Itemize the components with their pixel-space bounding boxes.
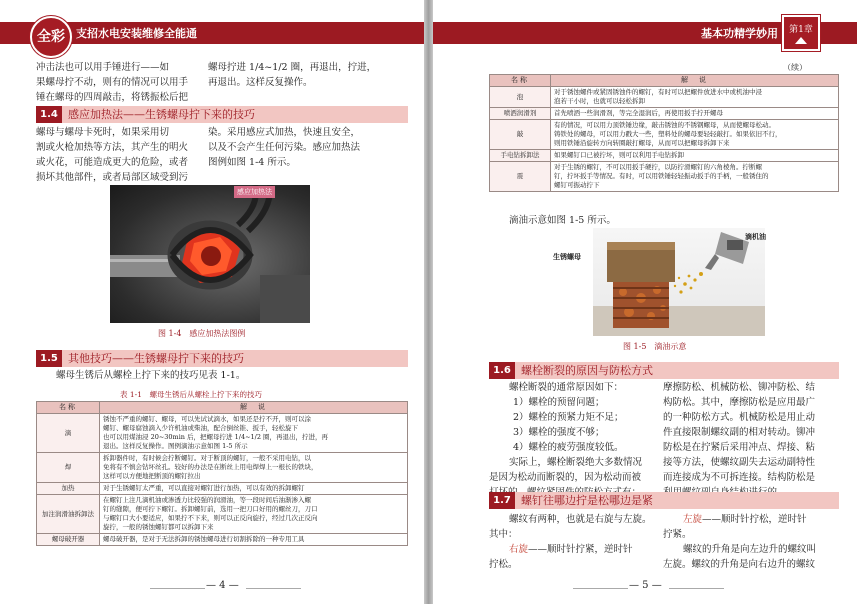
sec17-text-1: 螺纹有两种，也就是右旋与左旋。 bbox=[509, 514, 652, 525]
right-hand-thread-line bbox=[509, 542, 633, 557]
sec16-col2-line5: 防松是在拧紧后采用冲点、焊接、粘 bbox=[663, 442, 816, 453]
sec16-col2-line4: 件直接限制螺纹副的相对转动。铆冲 bbox=[663, 427, 816, 438]
page-number: — 4 — bbox=[206, 580, 239, 591]
row-desc bbox=[100, 453, 408, 483]
row-name: 震 bbox=[490, 162, 551, 192]
table-header-row bbox=[490, 75, 839, 87]
continued-label: （续） bbox=[783, 63, 807, 72]
footer-rule-left bbox=[573, 588, 628, 589]
table-header-row bbox=[37, 402, 408, 414]
induction-heating-label: 感应加热法 bbox=[234, 186, 275, 198]
table-row bbox=[490, 162, 839, 192]
left-hand-desc: ——顺时针拧松，逆时针 bbox=[702, 514, 807, 525]
row-desc bbox=[551, 108, 839, 120]
sec16-col2-line3: 的一种防松方式。机械防松是用止动 bbox=[663, 412, 816, 423]
chapter-badge bbox=[782, 15, 820, 51]
intro-col1-line2: 果螺母拧不动，则有的情况可以用手 bbox=[36, 77, 189, 88]
row-desc-line: 与螺钉口大小要适应，如果拧不下来，则可以正反向旋拧，经过几次正反向 bbox=[103, 514, 318, 522]
row-desc-line: 钉，拧坏扳手等情况。有时，可以用铁锤轻轻振动扳手的手柄，一般锈住的 bbox=[554, 172, 769, 180]
section-title: 螺栓断裂的原因与防松方式 bbox=[521, 364, 653, 377]
row-desc-line: 钉的缝隙，便可拧下螺钉。拆卸螺钉前，选用一把刀口好用的螺丝刀，刀口 bbox=[103, 505, 318, 513]
row-name: 加热 bbox=[37, 483, 100, 495]
row-desc bbox=[100, 483, 408, 495]
row-desc bbox=[100, 534, 408, 546]
sec17-col2-line3: 螺纹的升角是向左边升的螺纹叫 bbox=[683, 544, 817, 555]
sec16-col2-line7: 而连接成为不可拆连接。结构防松是 bbox=[663, 472, 816, 483]
row-desc bbox=[551, 120, 839, 150]
row-desc-line: 对于生锈的螺钉，不可以用扳手硬拧，以防拧滑螺钉的六角棱角。拧断螺 bbox=[554, 163, 762, 171]
table-row bbox=[490, 87, 839, 108]
sec16-col2-line1: 摩擦防松、机械防松、铆冲防松、结 bbox=[663, 382, 816, 393]
left-page bbox=[0, 0, 424, 604]
table-1-1 bbox=[36, 401, 408, 546]
intro-col2-line1: 螺母拧进 1/4~1/2 圈，再退出，拧进， bbox=[208, 62, 377, 73]
row-name: 手电钻拆卸法 bbox=[490, 150, 551, 162]
sec17-text-2: 其中： bbox=[489, 529, 518, 540]
row-desc-line: 拆卸器件时，有时候会拧断螺钉。对于断顶的螺钉，一般不采用电钻，以 bbox=[103, 454, 311, 462]
figure-1-5-caption: 图 1-5 滴油示意 bbox=[623, 342, 687, 351]
right-page bbox=[433, 0, 857, 604]
footer-rule-left bbox=[150, 588, 205, 589]
row-desc bbox=[551, 150, 839, 162]
row-desc-line: 对于生锈螺钉太严重，可以直接对螺钉进行加热，可以有效的拆卸螺钉 bbox=[103, 484, 305, 492]
intro-col2-line2: 再退出。这样反复操作。 bbox=[208, 77, 313, 88]
triangle-icon bbox=[795, 37, 807, 44]
row-desc-line: 首先喷洒一些润滑剂，等完全湿润后，再使用扳手拧开螺母 bbox=[554, 109, 723, 117]
sec16-col1-line1: 螺栓断裂的通常原因如下： bbox=[509, 382, 624, 393]
section-1-7-heading bbox=[489, 492, 839, 509]
sec16-col1-line5: 4）螺栓的疲劳强度较低。 bbox=[513, 442, 624, 453]
row-desc bbox=[100, 414, 408, 453]
row-desc-line: 螺钉、螺母腐蚀滴入少许机油或柴油，配合倒丝锥、扳手，轻松旋下 bbox=[103, 424, 298, 432]
row-name: 喷洒润滑剂 bbox=[490, 108, 551, 120]
part-title: 基本功精学妙用 bbox=[701, 27, 778, 40]
col-header-name: 名称 bbox=[490, 75, 551, 87]
section-number: 1.6 bbox=[489, 362, 515, 379]
row-desc-line: 如果螺钉口已被拧坏，则可以利用手电钻拆卸 bbox=[554, 151, 684, 159]
oil-drip-photo bbox=[593, 228, 765, 336]
row-desc bbox=[551, 87, 839, 108]
row-name: 滴 bbox=[37, 414, 100, 453]
sec16-col2-line6: 接等方法，使螺纹副失去运动副特性 bbox=[663, 457, 816, 468]
row-desc-line: 则用铁锤沿旋转方向转圈敲打螺母，从而可以把螺母拆卸下来 bbox=[554, 139, 730, 147]
col-header-desc: 解 说 bbox=[551, 75, 839, 87]
section-number: 1.7 bbox=[489, 492, 515, 509]
intro-col1-line1: 冲击法也可以用手锤进行——如 bbox=[36, 62, 170, 73]
sec14-col2-line1: 染。采用感应式加热，快速且安全， bbox=[208, 127, 361, 138]
section-title: 感应加热法——生锈螺母拧下来的技巧 bbox=[68, 108, 255, 121]
row-desc-line: 螺钉可振动拧下 bbox=[554, 181, 600, 189]
sec16-col1-line4: 3）螺栓的强度不够； bbox=[513, 427, 605, 438]
row-name: 焊 bbox=[37, 453, 100, 483]
row-desc-line: 退出。这样反复操作。图例滴油示意如图 1-5 所示 bbox=[103, 442, 248, 450]
footer-rule-right bbox=[246, 588, 301, 589]
right-hand-desc-2: 拧松。 bbox=[489, 559, 518, 570]
row-desc-line: 螺母破开器，是对于无法拆卸的锈蚀螺母进行切割拆除的一种专用工具 bbox=[103, 535, 305, 543]
col-header-name: 名称 bbox=[37, 402, 100, 414]
section-1-6-heading bbox=[489, 362, 839, 379]
row-desc-line: 对于锈蚀螺件或紧固锈蚀件的螺钉，有时可以把螺件放进水中或机油中浸 bbox=[554, 88, 762, 96]
sec14-col1-line3: 或火花，可能造成更大的危险，或者 bbox=[36, 157, 189, 168]
section-1-5-heading bbox=[36, 350, 408, 367]
sec16-col2-line2: 构防松。其中，摩擦防松是应用最广 bbox=[663, 397, 816, 408]
row-name: 泡 bbox=[490, 87, 551, 108]
row-name: 敲 bbox=[490, 120, 551, 150]
row-desc-line: 也可以用煤油浸 20~30min 后，把螺母拧进 1/4~1/2 圈，再退出，拧进，再 bbox=[103, 433, 329, 441]
table-1-1-continued bbox=[489, 74, 839, 192]
row-desc bbox=[100, 495, 408, 534]
sec17-col2-line4: 左旋。螺纹的升角是向右边升的螺纹 bbox=[663, 559, 816, 570]
row-desc-line: 铸铁处的螺母，可以用力戳大一些，塑料处的螺母要轻轻敲打。如果依旧不行， bbox=[554, 130, 782, 138]
table-row bbox=[490, 120, 839, 150]
table-1-1-caption: 表 1-1 螺母生锈后从螺栓上拧下来的技巧 bbox=[120, 390, 262, 399]
table-row bbox=[490, 150, 839, 162]
drip-intro-text: 滴油示意如图 1-5 所示。 bbox=[509, 215, 616, 226]
left-hand-term: 左旋 bbox=[683, 514, 703, 525]
sec14-col1-line4: 损坏其他部件，或者局部区域受到污 bbox=[36, 172, 189, 183]
sec16-col1-line6: 实际上，螺栓断裂绝大多数情况 bbox=[509, 457, 643, 468]
book-title: 支招水电安装维修全能通 bbox=[76, 27, 197, 40]
book-gutter bbox=[424, 0, 433, 604]
sec16-col1-line3: 2）螺栓的预紧力矩不足； bbox=[513, 412, 624, 423]
row-desc-line: 免将有不慎会钻坏丝孔。较好的办法是在断丝上用电焊焊上一根长的铁块， bbox=[103, 463, 318, 471]
row-desc-line: 这样可以方便地把断顶的螺钉拉出 bbox=[103, 472, 201, 480]
section-title: 其他技巧——生锈螺母拧下来的技巧 bbox=[68, 352, 244, 365]
sec14-col1-line2: 割或火枪加热等方法，其产生的明火 bbox=[36, 142, 189, 153]
intro-col1-line3: 锤在螺母的四周敲击，将锈振松后把 bbox=[36, 92, 189, 103]
sec14-col2-line2: 以及不会产生任何污染。感应加热法 bbox=[208, 142, 361, 153]
section-1-4-heading bbox=[36, 106, 408, 123]
footer-rule-right bbox=[669, 588, 724, 589]
section-number: 1.4 bbox=[36, 106, 62, 123]
left-hand-desc-2: 拧紧。 bbox=[663, 529, 692, 540]
row-desc bbox=[551, 162, 839, 192]
section-number: 1.5 bbox=[36, 350, 62, 367]
right-hand-desc: ——顺时针拧紧，逆时针 bbox=[528, 544, 633, 555]
chapter-label: 第1章 bbox=[789, 25, 813, 35]
left-hand-thread-line bbox=[683, 512, 807, 527]
row-name: 螺母破开器 bbox=[37, 534, 100, 546]
table-row bbox=[37, 495, 408, 534]
figure-1-4-caption: 图 1-4 感应加热法图例 bbox=[158, 329, 246, 338]
row-desc-line: 有的情况，可以用力顶铁锤边缘，敲击锈蚀的不锈钢螺母，从而使螺母松动。 bbox=[554, 121, 775, 129]
sec14-col2-line3: 图例如图 1-4 所示。 bbox=[208, 157, 296, 168]
row-desc-line: 旋拧，一般的锈蚀螺钉都可以拆卸下来 bbox=[103, 523, 214, 531]
page-number: — 5 — bbox=[629, 580, 662, 591]
table-row bbox=[37, 453, 408, 483]
sec14-col1-line1: 螺母与螺母卡死时，如果采用切 bbox=[36, 127, 170, 138]
oil-drip-label: 滴机油 bbox=[745, 232, 766, 241]
table-row bbox=[490, 108, 839, 120]
sec16-col1-line7: 是因为松动而断裂的，因为松动而被 bbox=[489, 472, 642, 483]
col-header-desc: 解 说 bbox=[100, 402, 408, 414]
full-color-badge: 全彩 bbox=[30, 16, 72, 58]
right-hand-term: 右旋 bbox=[509, 544, 529, 555]
row-desc-line: 泡若干小时，也就可以轻松拆卸 bbox=[554, 97, 645, 105]
section-title: 螺钉往哪边拧是松哪边是紧 bbox=[521, 494, 653, 507]
row-desc-line: 锈蚀不严重的螺钉、螺母，可以先试试滴水，如果还是拧不开，则可以涂 bbox=[103, 415, 311, 423]
row-name: 加注润滑油拆卸法 bbox=[37, 495, 100, 534]
induction-heating-photo bbox=[110, 185, 310, 323]
sec15-text: 螺母生锈后从螺栓上拧下来的技巧见表 1-1。 bbox=[56, 370, 246, 381]
row-desc-line: 在螺钉上注几滴机油或渗透力比较强的润滑油，等一段时间后油渐渗入螺 bbox=[103, 496, 311, 504]
table-row bbox=[37, 483, 408, 495]
induction-coil-illustration bbox=[110, 185, 310, 323]
rusty-bolt-illustration bbox=[593, 228, 765, 336]
table-row bbox=[37, 414, 408, 453]
table-row bbox=[37, 534, 408, 546]
rusty-nut-label: 生锈螺母 bbox=[553, 252, 581, 261]
sec16-col1-line2: 1）螺栓的预留问题； bbox=[513, 397, 605, 408]
